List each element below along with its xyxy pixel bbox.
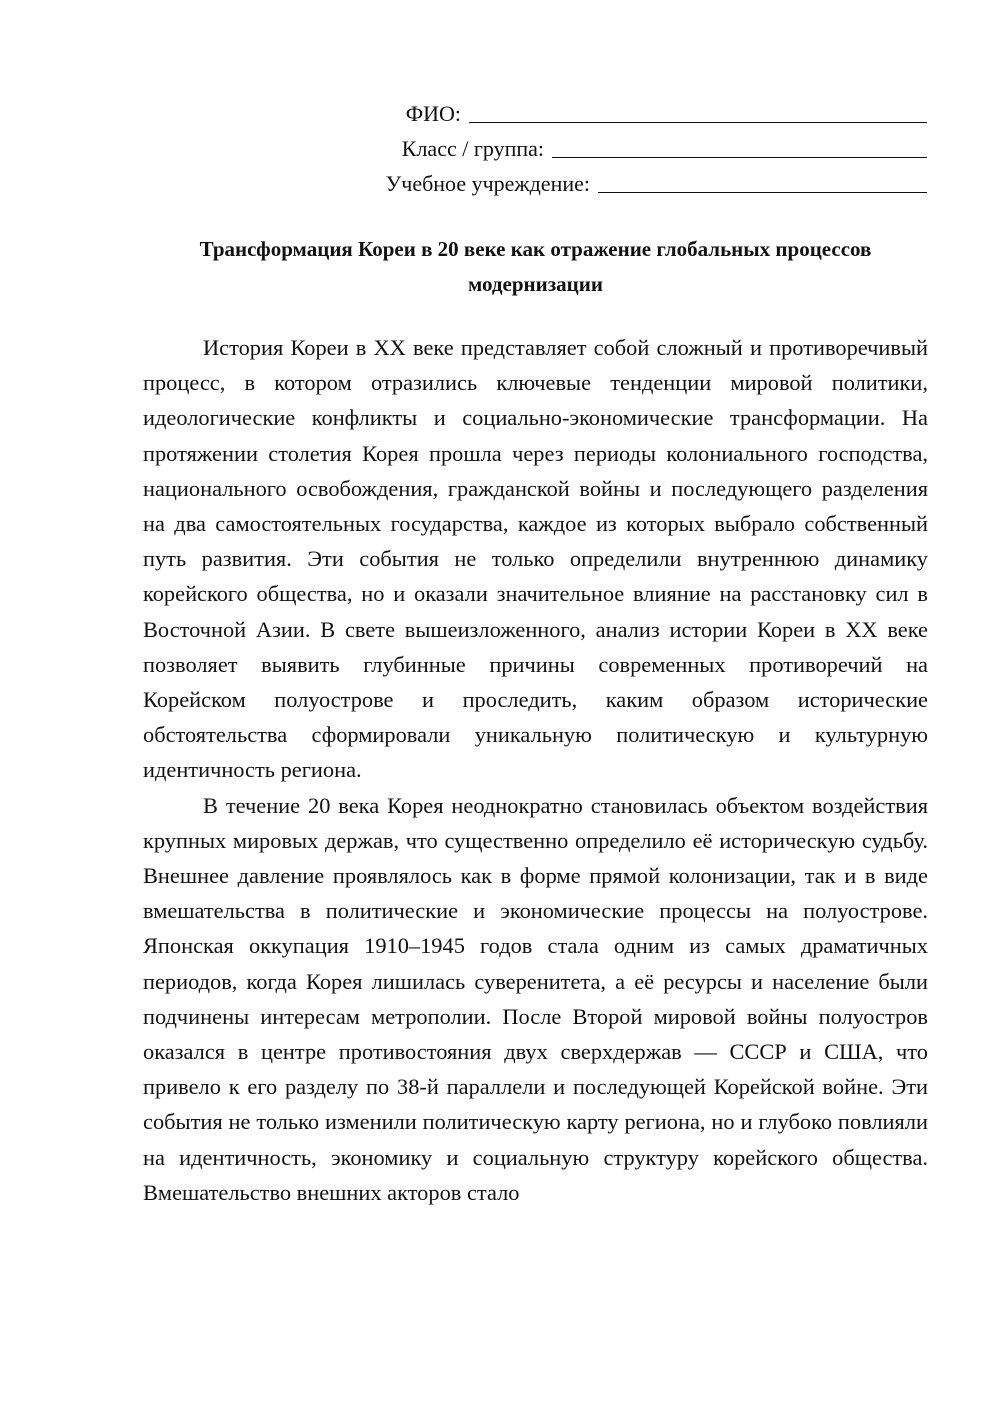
fio-label: ФИО: — [405, 101, 461, 126]
document-title: Трансформация Кореи в 20 веке как отражение глобальных процессов модернизации — [199, 237, 872, 296]
school-label: Учебное учреждение: — [385, 171, 590, 196]
class-label: Класс / группа: — [401, 136, 544, 161]
school-blank-line[interactable] — [598, 168, 927, 193]
class-blank-line[interactable] — [552, 133, 927, 158]
school-row — [327, 162, 927, 197]
document-body — [143, 330, 928, 1210]
fio-blank-line[interactable] — [469, 98, 927, 123]
paragraph-2: В течение 20 века Корея неоднократно становилась объектом воздействия крупных мировых держав, что существенно определило её историческую судьбу. Внешнее давление проявлялось как в форме прямой колонизации, так и в виде вмешательства в политические и экономические процессы на полуострове. Японская оккупация 1910–1945 годов стала одним из самых драматичных периодов, когда Корея лишилась суверенитета, а её ресурсы и население были подчинены интересам метрополии. После Второй мировой войны полуостров оказался в центре противостояния двух сверхдержав — СССР и США, что привело к его разделу по 38-й параллели и последующей Корейской войне. Эти события не только изменили политическую карту региона, но и глубоко повлияли на идентичность, экономику и социальную структуру корейского общества. Вмешательство внешних акторов стало — [143, 792, 928, 1205]
paragraph-1: История Кореи в XX веке представляет собой сложный и противоречивый процесс, в котором отразились ключевые тенденции мировой политики, идеологические конфликты и социально-экономические трансформации. На протяжении столетия Корея прошла через периоды колониального господства, национального освобождения, гражданской войны и последующего разделения на два самостоятельных государства, каждое из которых выбрало собственный путь развития. Эти события не только определили внутреннюю динамику корейского общества, но и оказали значительное влияние на расстановку сил в Восточной Азии. В свете вышеизложенного, анализ истории Кореи в XX веке позволяет выявить глубинные причины современных противоречий на Корейском полуострове и проследить, каким образом исторические обстоятельства сформировали уникальную политическую и культурную идентичность региона. — [143, 335, 928, 783]
class-row — [327, 127, 927, 162]
student-info-block — [327, 92, 927, 197]
fio-row — [327, 92, 927, 127]
